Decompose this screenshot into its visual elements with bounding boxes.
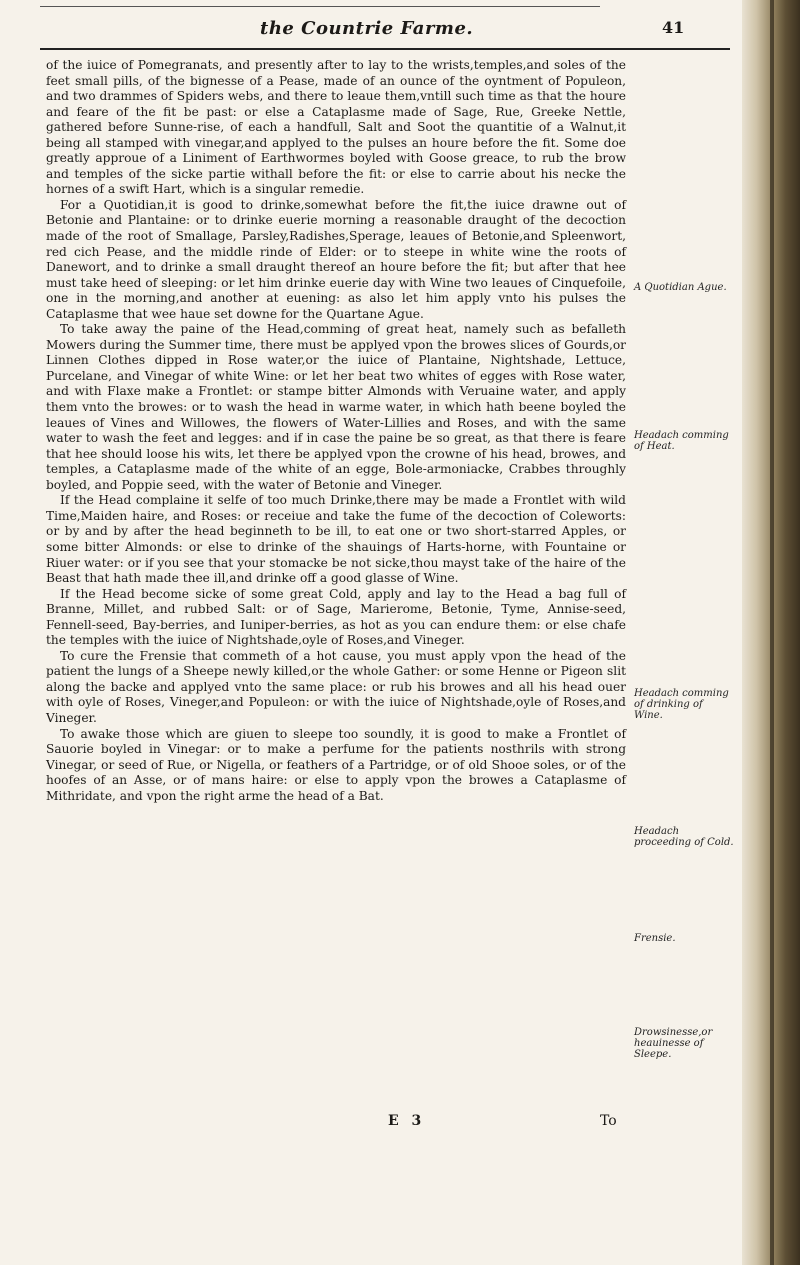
paragraph: To awake those which are giuen to sleepe too soundly, it is good to make a Frontlet of Sauorie boyled in Vinegar: or to make a perfume for the patients nosthrils with strong Vinegar, or seed of Rue, or Nigella, or feathers of a Partridge, or of old Shooe soles, or of the hoofes of an Asse, or of mans haire: or else to apply vpon the browes a Cataplasme of Mithridate, and vpon the right arme the head of a Bat. (46, 726, 626, 803)
page-header (40, 18, 740, 46)
page-number: 41 (662, 18, 685, 37)
top-edge-line (40, 6, 600, 7)
paragraph: To take away the paine of the Head,comming of great heat, namely such as befalleth Mowers during the Summer time, there must be applyed vpon the browes slices of Gourds,or Linnen Clothes dipped in Rose water,or the iuice of Plantaine, Nightshade, Lettuce, Purcelane, and Vinegar of white Wine: or let her beat two whites of egges with Rose water, and with Flaxe make a Frontlet: or stampe bitter Almonds with Veruaine water, and apply them vnto the browes: or to wash the head in warme water, in which hath beene boyled the leaues of Vines and Willowes, the flowers of Water-Lillies and Roses, and with the same water to wash the feet and legges: and if in case the paine be so great, as that there is feare that hee should loose his wits, let there be applyed vpon the crowne of his head, browes, and temples, a Cataplasme made of the white of an egge, Bole-armoniacke, Crabbes throughly boyled, and Poppie seed, with the water of Betonie and Vineger. (46, 322, 626, 492)
catchword: To (600, 1113, 617, 1129)
margin-note: Frensie. (634, 933, 676, 944)
margin-note: Headach comming of drinking of Wine. (634, 688, 729, 721)
book-binding-shadow (742, 0, 800, 1265)
margin-note: Headach comming of Heat. (634, 430, 729, 452)
margin-note: Headach proceeding of Cold. (634, 826, 734, 848)
header-rule (40, 48, 730, 50)
signature-mark: E 3 (388, 1113, 426, 1129)
running-title: the Countrie Farme. (260, 18, 474, 39)
paragraph: If the Head become sicke of some great Cold, apply and lay to the Head a bag full of Branne, Millet, and rubbed Salt: or of Sage, Marierome, Betonie, Tyme, Annise-seed, Fennell-seed, Bay-berries, and Iuniper-berries, as hot as you can endure them: or else chafe the temples with the iuice of Nightshade,oyle of Roses,and Vineger. (46, 586, 626, 648)
margin-note: A Quotidian Ague. (634, 282, 727, 293)
body-text (46, 58, 626, 804)
binding-gutter (770, 0, 774, 1265)
paragraph: To cure the Frensie that commeth of a hot cause, you must apply vpon the head of the patient the lungs of a Sheepe newly killed,or the whole Gather: or some Henne or Pigeon slit along the backe and applyed vnto the same place: or rub his browes and all his head ouer with oyle of Roses, Vineger,and Populeon: or with the iuice of Nightshade,oyle of Roses,and Vineger. (46, 648, 626, 725)
margin-note: Drowsinesse,or heauinesse of Sleepe. (634, 1027, 713, 1060)
paragraph: If the Head complaine it selfe of too much Drinke,there may be made a Frontlet with wild Time,Maiden haire, and Roses: or receiue and take the fume of the decoction of Coleworts: or by and by after the head beginneth to be ill, to eat one or two short-starred Apples, or some bitter Almonds: or else to drinke of the shauings of Harts-horne, with Fountaine or Riuer water: or if you see that your stomacke be not sicke,thou mayst take of the haire of the Beast that hath made thee ill,and drinke off a good glasse of Wine. (46, 493, 626, 586)
paragraph: For a Quotidian,it is good to drinke,somewhat before the fit,the iuice drawne out of Betonie and Plantaine: or to drinke euerie morning a reasonable draught of the decoction made of the root of Smallage, Parsley,Radishes,Sperage, leaues of Betonie,and Spleenwort, red cich Pease, and the middle rinde of Elder: or to steepe in white wine the roots of Danewort, and to drinke a small draught thereof an houre before the fit; but after that hee must take heed of sleeping: or let him drinke euerie day with Wine two leaues of Cinquefoile, one in the morning,and another at euening: as also let him apply vnto his pulses the Cataplasme that wee haue set downe for the Quartane Ague. (46, 197, 626, 321)
paragraph: of the iuice of Pomegranats, and presently after to lay to the wrists,temples,and soles of the feet small pills, of the bignesse of a Pease, made of an ounce of the oyntment of Populeon, and two drammes of Spiders webs, and there to leaue them,vntill such time as that the houre and feare of the fit be past: or else a Cataplasme made of Sage, Rue, Greeke Nettle, gathered before Sunne-rise, of each a handfull, Salt and Soot the quantitie of a Walnut,it being all stamped with vinegar,and applyed to the pulses an houre before the fit. Some doe greatly approue of a Liniment of Earthwormes boyled with Goose greace, to rub the brow and temples of the sicke partie withall before the fit: or else to carrie about his necke the hornes of a swift Hart, which is a singular remedie. (46, 58, 626, 197)
